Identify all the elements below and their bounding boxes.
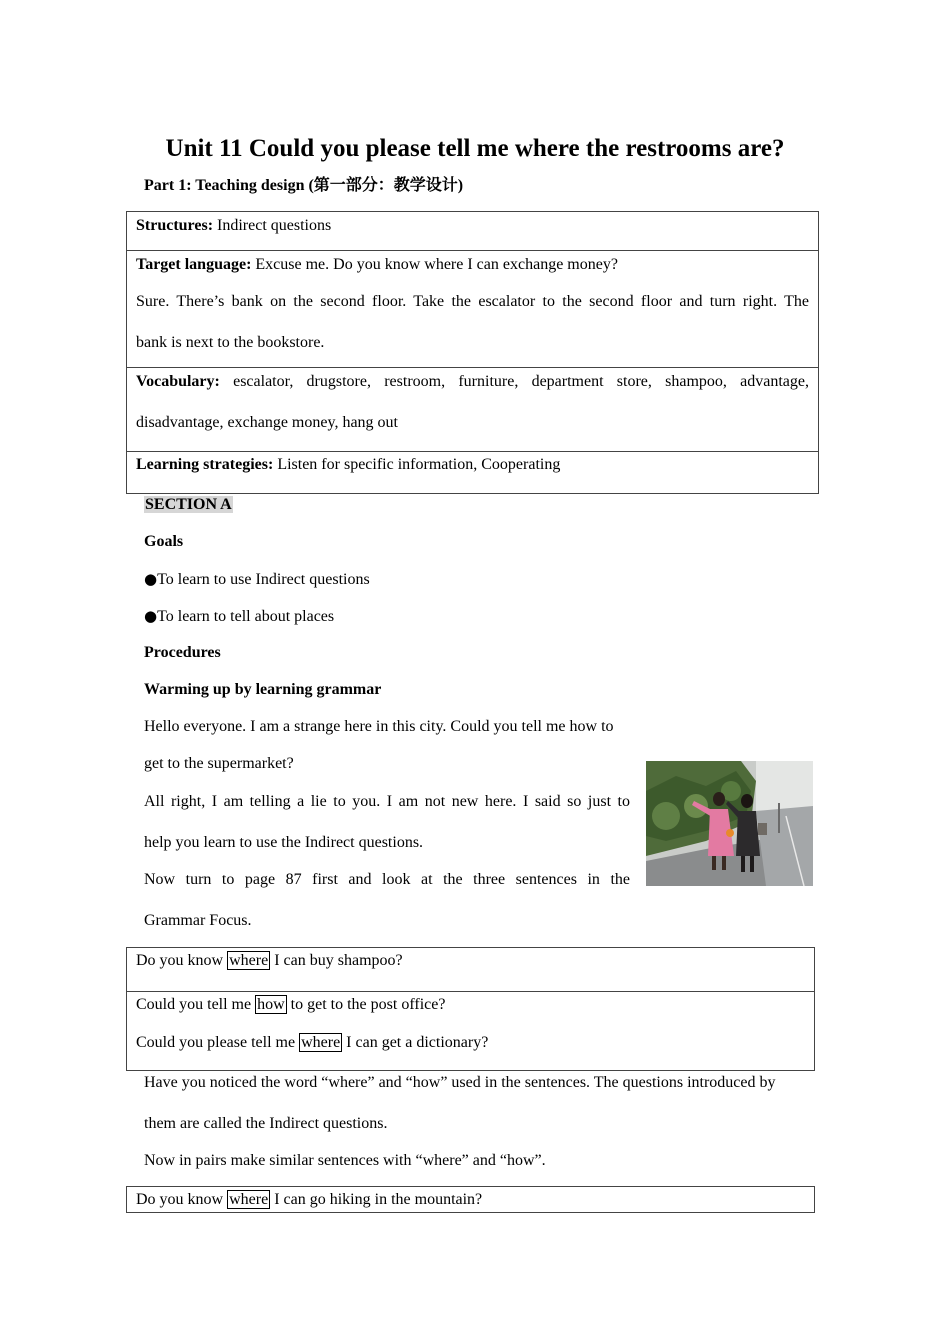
section-a-heading: SECTION A	[145, 496, 232, 513]
design-table	[126, 211, 819, 494]
vocabulary-line1: escalator, drugstore, restroom, furniture, department store, shampoo, advantage,	[219, 373, 809, 390]
goals-heading: Goals	[144, 533, 184, 550]
target-language-row	[127, 250, 818, 367]
goal-item: ●To learn to use Indirect questions	[144, 570, 370, 588]
paragraph-line: Grammar Focus.	[144, 912, 252, 929]
paragraph-line: help you learn to use the Indirect questions.	[144, 834, 424, 851]
grammar-table	[126, 947, 815, 1071]
pair-practice-table: Do you know where I can go hiking in the mountain?	[126, 1186, 815, 1213]
paragraph-line: Have you noticed the word “where” and “how” used in the sentences. The questions introduced by	[144, 1074, 776, 1091]
bullet-icon: ●	[144, 570, 158, 588]
page-title: Unit 11 Could you please tell me where the restrooms are?	[165, 135, 785, 162]
part1-heading: Part 1: Teaching design (第一部分：教学设计)	[144, 177, 464, 194]
paragraph-line: All right, I am telling a lie to you. I am not new here. I said so just to	[144, 793, 630, 810]
structures-text: Indirect questions	[213, 217, 332, 234]
structures-row	[127, 212, 818, 250]
procedures-heading: Procedures	[144, 644, 221, 661]
highlighted-word: where	[229, 952, 269, 969]
street-photo	[646, 761, 813, 886]
vocabulary-line2: disadvantage, exchange money, hang out	[136, 414, 398, 431]
learning-strategies-text: Listen for specific information, Cooperating	[273, 456, 561, 473]
highlighted-word: where	[301, 1034, 341, 1051]
highlighted-word: where	[229, 1191, 269, 1208]
vocabulary-label: Vocabulary:	[136, 373, 220, 390]
warming-up-heading: Warming up by learning grammar	[144, 681, 382, 698]
target-language-line2: Sure. There’s bank on the second floor. Take the escalator to the second floor and turn right. The	[136, 293, 809, 310]
target-language-text: Excuse me. Do you know where I can exchange money?	[251, 256, 618, 273]
learning-strategies-row	[127, 451, 818, 495]
highlighted-word: how	[257, 996, 285, 1013]
paragraph-line: Now turn to page 87 first and look at the three sentences in the	[144, 871, 630, 888]
goal-item: ●To learn to tell about places	[144, 607, 335, 625]
learning-strategies-label: Learning strategies:	[136, 456, 274, 473]
target-language-label: Target language:	[136, 256, 252, 273]
bullet-icon: ●	[144, 607, 158, 625]
grammar-row: Do you know where I can buy shampoo?	[136, 952, 403, 969]
structures-label: Structures:	[136, 217, 214, 234]
target-language-line3: bank is next to the bookstore.	[136, 334, 325, 351]
paragraph-line: Now in pairs make similar sentences with “where” and “how”.	[144, 1152, 546, 1169]
grammar-row: Could you tell me how to get to the post office? Could you please tell me where I can get a dictionary?	[127, 991, 814, 1072]
paragraph-line: Hello everyone. I am a strange here in this city. Could you tell me how to	[144, 718, 614, 735]
paragraph-line: get to the supermarket?	[144, 755, 294, 772]
paragraph-line: them are called the Indirect questions.	[144, 1115, 388, 1132]
vocabulary-row	[127, 367, 818, 451]
